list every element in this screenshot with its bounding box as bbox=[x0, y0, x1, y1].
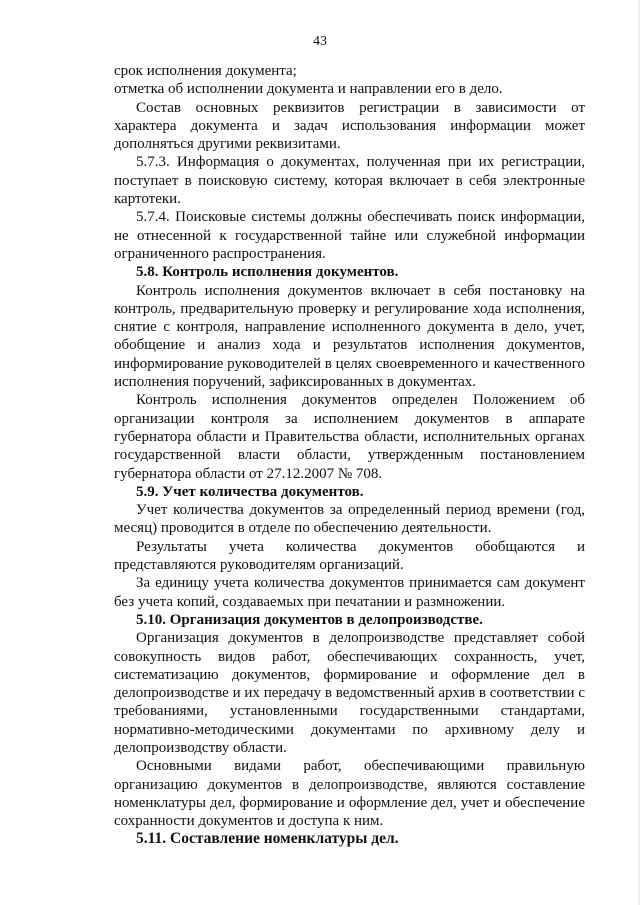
paragraph: Результаты учета количества документов обобщаются и представляются руководителям организаций. bbox=[114, 538, 585, 574]
paragraph: Организация документов в делопроизводстве представляет собой совокупность видов работ, обеспечивающих сохранность, учет, систематизацию документов, формирование и оформление дел в делопроизводстве и их передачу в ведомственный архив в соответствии с требованиями, установленными государственными стандартами, нормативно-методическими документами по архивному делу и делопроизводству области. bbox=[114, 630, 585, 756]
section-heading: 5.8. Контроль исполнения документов. bbox=[136, 264, 399, 281]
document-body bbox=[114, 62, 585, 849]
page-number: 43 bbox=[313, 34, 327, 49]
list-item: отметка об исполнении документа и направлении его в дело. bbox=[114, 81, 503, 98]
paragraph: 5.7.3. Информация о документах, полученная при их регистрации, поступает в поисковую систему, которая включает в себя электронные картотеки. bbox=[114, 154, 585, 208]
paragraph: Учет количества документов за определенный период времени (год, месяц) проводится в отделе по обеспечению деятельности. bbox=[114, 502, 585, 537]
section-heading: 5.9. Учет количества документов. bbox=[136, 483, 364, 500]
paragraph: 5.7.4. Поисковые системы должны обеспечивать поиск информации, не отнесенной к государственной тайне или служебной информации ограниченного распространения. bbox=[114, 209, 585, 262]
paragraph: Основными видами работ, обеспечивающими правильную организацию документов в делопроизводстве, являются составление номенклатуры дел, формирование и оформление дел, учет и обеспечение сохранности документов и доступа к ним. bbox=[114, 758, 585, 830]
list-item: срок исполнения документа; bbox=[114, 63, 297, 79]
paragraph: Контроль исполнения документов включает в себя постановку на контроль, предварительную проверку и регулирование хода исполнения, снятие с контроля, направление исполненного документа в дело, учет, обобщение и анализ хода и результатов исполнения документов, информирование руководителей в целях своевременного и качественного исполнения поручений, зафиксированных в документах. bbox=[114, 282, 586, 391]
section-heading: 5.10. Организация документов в делопроизводстве. bbox=[136, 611, 483, 628]
paragraph: Контроль исполнения документов определен Положением об организации контроля за исполнением документов в аппарате губернатора области и Правительства области, исполнительных органах государственной власти области, утвержденным постановлением губернатора области от 27.12.2007 № 708. bbox=[114, 392, 585, 482]
paragraph: Состав основных реквизитов регистрации в зависимости от характера документа и задач использования информации может дополняться другими реквизитами. bbox=[114, 99, 585, 153]
paragraph: За единицу учета количества документов принимается сам документ без учета копий, создаваемых при печатании и размножении. bbox=[114, 575, 585, 610]
section-heading: 5.11. Составление номенклатуры дел. bbox=[136, 830, 399, 848]
